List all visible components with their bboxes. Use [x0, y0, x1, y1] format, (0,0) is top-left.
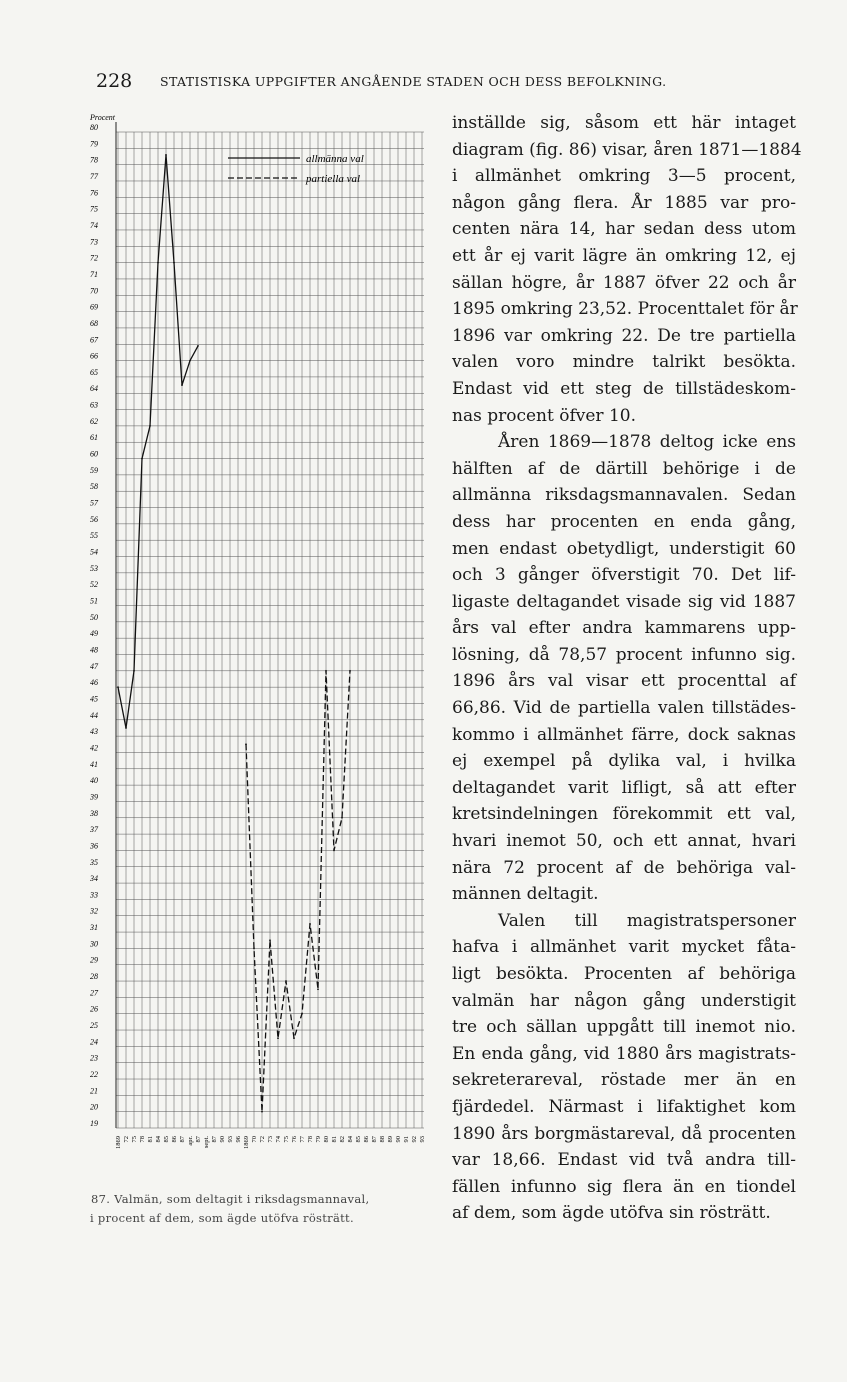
text-line: var 18,66. Endast vid två andra till- [452, 1150, 796, 1171]
text-line: och 3 gånger öfverstigit 70. Det lif- [452, 565, 796, 586]
x-tick-label: 72 [259, 1136, 266, 1143]
figure-87 [88, 110, 433, 1190]
text-line: deltagandet varit lifligt, så att efter [452, 777, 796, 798]
data-point [285, 980, 287, 982]
text-line: af dem, som ägde utöfva sin rösträtt. [452, 1203, 771, 1224]
x-tick-label: 87 [195, 1136, 202, 1143]
x-tick-label: 93 [419, 1136, 426, 1143]
y-tick-label: 40 [90, 776, 98, 786]
y-axis-label: Procent [90, 113, 116, 122]
y-tick-label: 22 [90, 1070, 98, 1080]
x-tick-label: 85 [163, 1136, 170, 1143]
y-tick-label: 70 [90, 286, 98, 296]
y-tick-label: 56 [90, 514, 98, 524]
text-line: i allmänhet omkring 3—5 procent, [452, 166, 796, 187]
x-tick-label: 84 [347, 1136, 354, 1143]
text-line: fjärdedel. Närmast i lifaktighet kom [452, 1096, 796, 1117]
x-tick-label: 1869 [243, 1136, 250, 1149]
data-point [157, 262, 159, 264]
data-point [181, 384, 183, 386]
y-tick-label: 53 [90, 563, 98, 573]
x-tick-label: 84 [155, 1136, 162, 1143]
y-tick-label: 71 [90, 269, 98, 279]
y-tick-label: 63 [90, 400, 98, 410]
data-point [261, 1111, 263, 1113]
y-tick-label: 73 [90, 237, 98, 247]
data-point [349, 670, 351, 672]
body-text [452, 110, 802, 1227]
data-point [141, 458, 143, 460]
x-tick-label: 87 [179, 1136, 186, 1143]
text-line: kretsindelningen förekommit ett val, [452, 804, 796, 825]
x-tick-label: 79 [315, 1136, 322, 1143]
x-tick-label: 74 [275, 1136, 282, 1143]
data-point [309, 923, 311, 925]
data-point [293, 1037, 295, 1039]
x-tick-label: 92 [411, 1136, 418, 1143]
text-line: års val efter andra kammarens upp- [452, 618, 796, 639]
text-line: Åren 1869—1878 deltog icke ens [498, 432, 796, 453]
text-line: valmän har någon gång understigit [452, 990, 796, 1011]
x-tick-label: 91 [403, 1136, 410, 1143]
text-line: Valen till magistratspersoner [498, 910, 796, 931]
text-line: valen voro mindre talrikt besökta. [452, 352, 796, 373]
y-tick-label: 57 [90, 498, 98, 508]
data-point [189, 360, 191, 362]
page-header [96, 70, 746, 96]
y-tick-label: 45 [90, 694, 98, 704]
text-line: tre och sällan uppgått till inemot nio. [452, 1017, 796, 1038]
y-tick-label: 64 [90, 384, 98, 394]
data-point [333, 850, 335, 852]
y-tick-label: 68 [90, 318, 98, 328]
x-axis-ticks [115, 1135, 426, 1149]
text-line: 1895 omkring 23,52. Procenttalet för år [452, 299, 798, 320]
y-tick-label: 54 [90, 547, 98, 557]
x-tick-label: 96 [235, 1136, 242, 1143]
y-tick-label: 23 [90, 1053, 98, 1063]
x-tick-label: 87 [371, 1136, 378, 1143]
y-tick-label: 62 [90, 416, 98, 426]
data-point [325, 670, 327, 672]
y-tick-label: 78 [90, 155, 98, 165]
y-tick-label: 66 [90, 351, 98, 361]
chart-legend [228, 153, 364, 185]
y-tick-label: 60 [90, 449, 98, 459]
y-tick-label: 77 [90, 171, 98, 181]
y-tick-label: 49 [90, 629, 98, 639]
x-tick-label: 78 [307, 1136, 314, 1143]
data-point [197, 345, 199, 347]
y-tick-label: 26 [90, 1004, 98, 1014]
y-tick-label: 46 [90, 678, 98, 688]
y-axis-ticks [89, 123, 99, 1128]
y-tick-label: 67 [90, 335, 98, 345]
caption-line-2: i procent af dem, som ägde utöfva rösträtt. [90, 1211, 354, 1225]
x-tick-label: 72 [123, 1136, 130, 1143]
text-line: dess har procenten en enda gång, [452, 511, 796, 532]
text-line: diagram (fig. 86) visar, åren 1871—1884 [452, 139, 802, 160]
y-tick-label: 31 [90, 923, 98, 933]
x-tick-label: 78 [139, 1136, 146, 1143]
data-point [341, 817, 343, 819]
y-tick-label: 19 [90, 1119, 98, 1128]
y-tick-label: 47 [90, 661, 98, 671]
y-tick-label: 69 [90, 302, 98, 312]
text-line: männen deltagit. [452, 884, 599, 905]
y-tick-label: 33 [90, 890, 98, 900]
y-tick-label: 48 [90, 645, 98, 655]
text-line: hafva i allmänhet varit mycket fåta- [452, 937, 796, 958]
x-tick-label: 76 [291, 1136, 298, 1143]
text-line: inställde sig, såsom ett här intaget [452, 113, 796, 133]
y-tick-label: 52 [90, 580, 98, 590]
y-tick-label: 59 [90, 465, 98, 475]
text-line: Endast vid ett steg de tillstädeskom- [452, 378, 796, 399]
text-line: centen nära 14, har sedan dess utom [452, 219, 796, 240]
y-tick-label: 74 [90, 220, 98, 230]
x-tick-label: 82 [339, 1136, 346, 1143]
x-tick-label: 90 [219, 1136, 226, 1143]
y-tick-label: 27 [90, 988, 98, 998]
data-point [133, 670, 135, 672]
y-tick-label: 34 [90, 874, 98, 884]
y-tick-label: 24 [90, 1037, 98, 1047]
x-tick-label: sept. [203, 1136, 210, 1149]
data-point [149, 425, 151, 427]
x-tick-label: 80 [323, 1136, 330, 1143]
x-tick-label: 87 [211, 1136, 218, 1143]
data-point [269, 939, 271, 941]
y-tick-label: 35 [90, 857, 98, 867]
x-tick-label: 75 [131, 1136, 138, 1143]
y-tick-label: 41 [90, 759, 98, 769]
x-tick-label: 77 [299, 1136, 306, 1143]
y-tick-label: 21 [90, 1086, 98, 1096]
text-line: men endast obetydligt, understigit 60 [452, 538, 796, 559]
text-line: nas procent öfver 10. [452, 405, 636, 426]
data-point [165, 154, 167, 156]
y-tick-label: 43 [90, 727, 98, 737]
text-line: någon gång flera. År 1885 var pro- [452, 192, 796, 213]
y-tick-label: 55 [90, 531, 98, 541]
x-tick-label: 93 [227, 1136, 234, 1143]
y-tick-label: 29 [90, 955, 98, 965]
y-tick-label: 37 [90, 825, 98, 835]
caption-line-1: 87. Valmän, som deltagit i riksdagsmannaval, [91, 1192, 370, 1206]
text-line: allmänna riksdagsmannavalen. Sedan [452, 485, 796, 506]
y-tick-label: 36 [90, 841, 98, 851]
x-tick-label: 85 [355, 1136, 362, 1143]
y-tick-label: 75 [90, 204, 98, 214]
text-line: 1896 var omkring 22. De tre partiella [452, 325, 796, 346]
text-line: nära 72 procent af de behöriga val- [452, 857, 796, 878]
text-line: ej exempel på dylika val, i hvilka [452, 751, 796, 772]
x-tick-label: 73 [267, 1136, 274, 1143]
text-line: 66,86. Vid de partiella valen tillstädes- [452, 698, 796, 719]
x-tick-label: apr. [187, 1136, 194, 1146]
data-point [277, 1037, 279, 1039]
data-point [117, 686, 119, 688]
x-tick-label: 88 [379, 1136, 386, 1143]
y-tick-label: 51 [90, 596, 98, 606]
text-line: ett år ej varit lägre än omkring 12, ej [452, 245, 796, 266]
x-tick-label: 86 [363, 1136, 370, 1143]
text-line: lösning, då 78,57 procent infunno sig. [452, 644, 796, 665]
text-line: kommo i allmänhet färre, dock saknas [452, 724, 796, 745]
x-tick-label: 81 [147, 1136, 154, 1143]
y-tick-label: 50 [90, 612, 98, 622]
legend-label: allmänna val [306, 153, 364, 165]
x-tick-label: 75 [283, 1136, 290, 1143]
running-head: STATISTISKA UPPGIFTER ANGÅENDE STADEN OCH DESS BEFOLKNING. [160, 74, 667, 89]
data-point [253, 947, 255, 949]
data-point [317, 988, 319, 990]
text-line: 1896 års val visar ett procenttal af [452, 671, 796, 692]
participation-chart [88, 110, 433, 1190]
figure-caption [88, 1190, 438, 1228]
text-line: sekreterareval, röstade mer än en [452, 1070, 796, 1091]
y-tick-label: 25 [90, 1021, 98, 1031]
y-tick-label: 20 [90, 1102, 98, 1112]
x-tick-label: 86 [171, 1136, 178, 1143]
text-line: hvari inemot 50, och ett annat, hvari [452, 831, 796, 852]
chart-grid [116, 122, 424, 1128]
y-tick-label: 79 [90, 139, 98, 149]
y-tick-label: 61 [90, 433, 98, 443]
x-tick-label: 90 [395, 1136, 402, 1143]
series-line-partiella [246, 671, 350, 1112]
data-point [173, 262, 175, 264]
y-tick-label: 28 [90, 972, 98, 982]
y-tick-label: 80 [90, 123, 98, 132]
chart-series [117, 154, 351, 1113]
data-point [125, 727, 127, 729]
y-tick-label: 44 [90, 710, 98, 720]
text-line: sällan högre, år 1887 öfver 22 och år [452, 272, 796, 293]
text-line: En enda gång, vid 1880 års magistrats- [452, 1043, 796, 1064]
y-tick-label: 39 [90, 792, 98, 802]
x-tick-label: 1869 [115, 1136, 122, 1149]
y-tick-label: 30 [90, 939, 98, 949]
text-line: hälften af de därtill behörige i de [452, 458, 796, 479]
x-tick-label: 89 [387, 1136, 394, 1143]
y-tick-label: 65 [90, 367, 98, 377]
text-line: ligt besökta. Procenten af behöriga [452, 964, 796, 984]
y-tick-label: 38 [90, 808, 98, 818]
legend-label: partiella val [306, 173, 361, 185]
text-line: 1890 års borgmästareval, då procenten [452, 1123, 796, 1144]
data-point [301, 1013, 303, 1015]
x-tick-label: 81 [331, 1136, 338, 1143]
y-tick-label: 72 [90, 253, 98, 263]
y-tick-label: 32 [90, 906, 98, 916]
y-tick-label: 58 [90, 482, 98, 492]
text-line: fällen infunno sig flera än en tiondel [452, 1176, 796, 1197]
data-point [245, 743, 247, 745]
text-line: ligaste deltagandet visade sig vid 1887 [452, 591, 796, 612]
y-tick-label: 76 [90, 188, 98, 198]
x-tick-label: 70 [251, 1136, 258, 1143]
y-tick-label: 42 [90, 743, 98, 753]
page-number: 228 [96, 70, 133, 92]
